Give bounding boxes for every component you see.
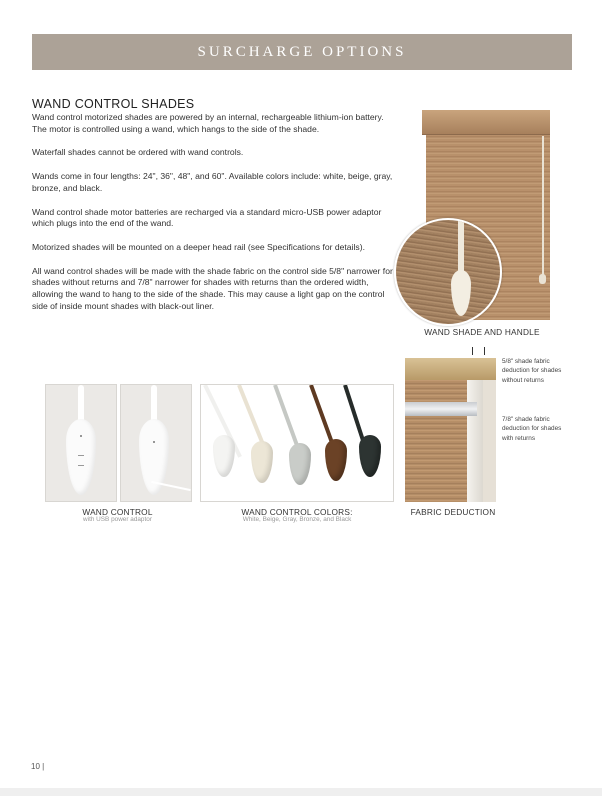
wand-button-up-icon: [78, 455, 84, 456]
fabric-deduction-photo: [405, 358, 496, 502]
wand-colors-photo: [200, 384, 394, 502]
subcaption-wand-colors: White, Beige, Gray, Bronze, and Black: [242, 516, 352, 523]
shade-valance: [422, 110, 550, 135]
wand-control-photo-usb: [120, 384, 192, 502]
wand-handle: [66, 419, 96, 495]
zoom-wand-handle: [451, 270, 471, 316]
gray-wand-handle: [289, 443, 311, 485]
white-wand-handle: [213, 435, 235, 477]
bronze-wand-handle: [325, 439, 347, 481]
wand-button-down-icon: [78, 465, 84, 466]
section-heading: WAND CONTROL SHADES: [32, 97, 195, 111]
deduction-marker-left: [472, 347, 473, 355]
paragraph-head-rail: Motorized shades will be mounted on a deeper head rail (see Specifications for details).: [32, 241, 365, 252]
section-banner: [32, 34, 572, 70]
wand-cord: [542, 136, 544, 276]
deduction-roller: [405, 402, 477, 416]
note-deduction-without-returns: 5/8" shade fabric deduction for shades without returns: [502, 358, 562, 384]
caption-shade-handle: WAND SHADE AND HANDLE: [424, 327, 540, 337]
wand-indicator-icon: [153, 441, 155, 443]
deduction-fabric: [405, 378, 467, 502]
paragraph-motor: Wand control motorized shades are powered by an internal, rechargeable lithium-ion battery. The motor is controlled using a wand, which hangs to the side of the shade.: [32, 112, 384, 134]
deduction-marker-right: [484, 347, 485, 355]
caption-wand-colors: WAND CONTROL COLORS:: [241, 507, 353, 517]
wand-tip: [539, 274, 546, 284]
caption-fabric-deduction: FABRIC DEDUCTION: [410, 507, 496, 517]
wand-indicator-icon: [80, 435, 82, 437]
handle-zoom-inset: [394, 218, 502, 326]
note-deduction-with-returns: 7/8" shade fabric deduction for shades with returns: [502, 416, 562, 442]
paragraph-battery: Wand control shade motor batteries are recharged via a standard micro-USB power adaptor which plugs into the end of the wand.: [32, 206, 382, 229]
paragraph-fabric-width: All wand control shades will be made with the shade fabric on the control side 5/8" narrower for shades without returns and 7/8" narrower for shades with returns than the ordered width, allowing the wand to hang to the side of the shade. This may cause a light gap on the control side of inside mount shades with black-out liner.: [32, 265, 393, 311]
black-wand-handle: [359, 435, 381, 477]
wand-control-photo-buttons: [45, 384, 117, 502]
banner-title: SURCHARGE OPTIONS: [197, 43, 407, 60]
page-bottom-edge: [0, 788, 602, 796]
page-number: 10 |: [31, 762, 45, 771]
body-text: [32, 112, 394, 324]
paragraph-lengths-colors: Wands come in four lengths: 24", 36", 48", and 60". Available colors include: white, beige, gray, bronze, and black.: [32, 171, 393, 193]
paragraph-waterfall: Waterfall shades cannot be ordered with wand controls.: [32, 147, 244, 158]
shade-and-handle-image: [392, 108, 572, 326]
deduction-bracket: [467, 378, 483, 502]
caption-wand-control: WAND CONTROL: [82, 507, 153, 517]
beige-wand-handle: [251, 441, 273, 483]
subcaption-wand-control: with USB power adaptor: [83, 516, 152, 523]
deduction-head-rail: [405, 358, 496, 380]
